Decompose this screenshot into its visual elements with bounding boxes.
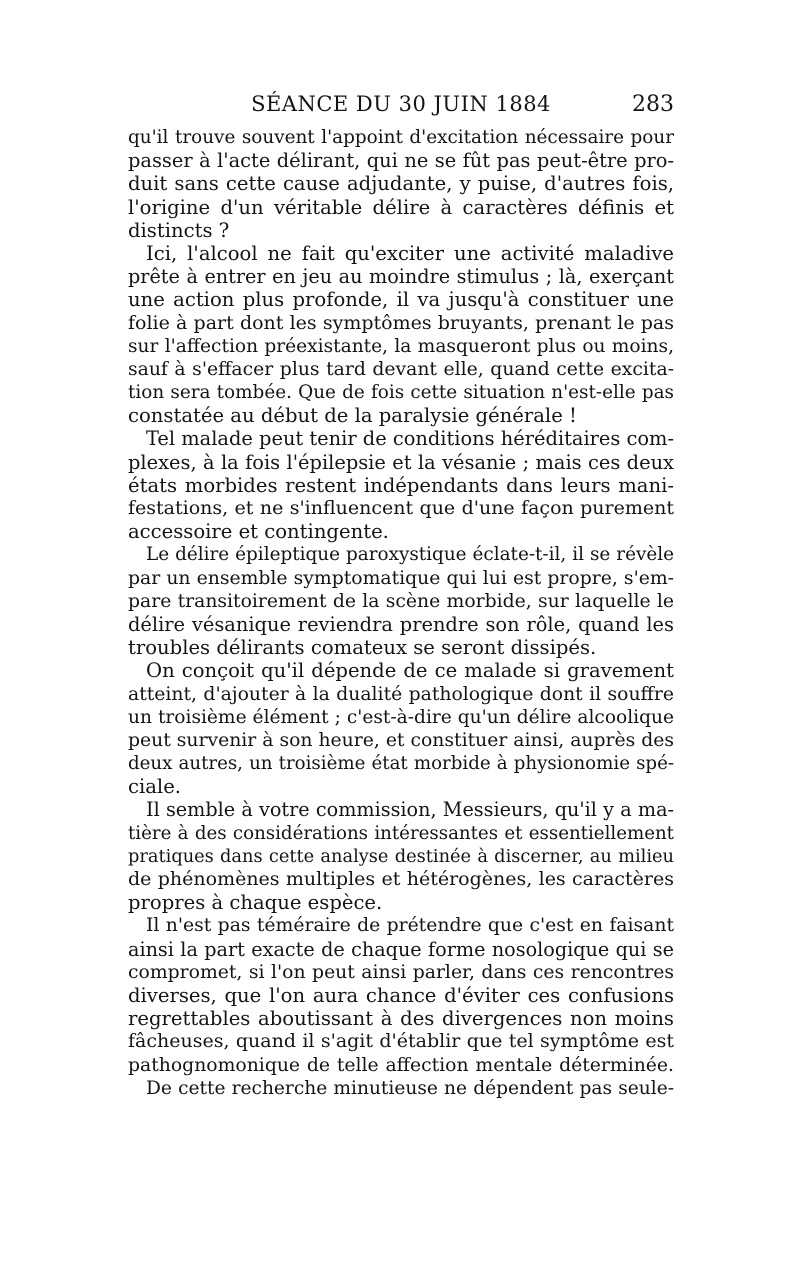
text-line: propres à chaque espèce. (128, 891, 383, 915)
text-line: pathognomonique de telle affection mentale déterminée. (128, 1054, 674, 1076)
text-line: ciale. (128, 775, 182, 799)
text-line: états morbides restent indépendants dans leurs mani- (128, 473, 674, 497)
text-line: De cette recherche minutieuse ne dépendent pas seule- (146, 1077, 674, 1099)
text-line: peut survenir à son heure, et constituer ainsi, auprès des (128, 729, 674, 751)
page-number: 283 (632, 92, 674, 117)
text-line: atteint, d'ajouter à la dualité pathologique dont il souffre (128, 683, 674, 705)
header-title: SÉANCE DU 30 JUIN 1884 (251, 92, 551, 116)
text-line: Il semble à votre commission, Messieurs, qu'il y a ma- (146, 798, 674, 822)
text-line: Tel malade peut tenir de conditions héréditaires com- (146, 427, 674, 451)
text-line: plexes, à la fois l'épilepsie et la vésanie ; mais ces deux (128, 450, 674, 474)
body-text (128, 126, 674, 1100)
text-line: par un ensemble symptomatique qui lui est propre, s'em- (128, 567, 674, 589)
text-line: tière à des considérations intéressantes et essentiellement (128, 822, 674, 844)
text-line: tion sera tombée. Que de fois cette situation n'est-elle pas (128, 382, 674, 404)
running-header (128, 92, 674, 122)
text-line: une action plus profonde, il va jusqu'à constituer une (128, 288, 674, 312)
text-line: constatée au début de la paralysie générale ! (128, 404, 577, 428)
text-line: fâcheuses, quand il s'agit d'établir que tel symptôme est (128, 1030, 674, 1053)
text-line: qu'il trouve souvent l'appoint d'excitation nécessaire pour (128, 127, 674, 148)
text-line: duit sans cette cause adjudante, y puise, d'autres fois, (128, 172, 674, 196)
text-line: ainsi la part exacte de chaque forme nosologique qui se (128, 937, 674, 961)
text-line: Le délire épileptique paroxystique éclate-t-il, il se révèle (146, 544, 674, 566)
text-line: compromet, si l'on peut ainsi parler, dans ces rencontres (128, 961, 674, 983)
text-line: Ici, l'alcool ne fait qu'exciter une activité maladive (146, 241, 674, 265)
text-line: diverses, que l'on aura chance d'éviter ces confusions (128, 983, 674, 1007)
text-line: pare transitoirement de la scène morbide, sur laquelle le (128, 590, 674, 612)
text-line: un troisième élément ; c'est-à-dire qu'un délire alcoolique (128, 706, 674, 728)
text-line: distincts ? (128, 218, 230, 242)
text-line: délire vésanique reviendra prendre son rôle, quand les (128, 612, 674, 636)
text-line: prête à entrer en jeu au moindre stimulus ; là, exerçant (128, 265, 674, 289)
text-line: Il n'est pas téméraire de prétendre que c'est en faisant (146, 915, 674, 937)
text-line: sauf à s'effacer plus tard devant elle, quand cette excita- (128, 358, 674, 380)
text-line: deux autres, un troisième état morbide à physionomie spé- (128, 753, 674, 775)
text-line: de phénomènes multiples et hétérogènes, les caractères (128, 868, 674, 890)
text-line: pratiques dans cette analyse destinée à discerner, au milieu (128, 845, 674, 867)
text-line: folie à part dont les symptômes bruyants, prenant le pas (128, 311, 674, 334)
text-line: regrettables aboutissant à des divergences non moins (128, 1007, 674, 1031)
text-line: passer à l'acte délirant, qui ne se fût pas peut-être pro- (128, 149, 674, 173)
text-line: troubles délirants comateux se seront dissipés. (128, 636, 597, 660)
text-line: accessoire et contingente. (128, 520, 389, 544)
text-line: sur l'affection préexistante, la masqueront plus ou moins, (128, 335, 674, 357)
text-line: festations, et ne s'influencent que d'une façon purement (128, 497, 674, 519)
text-line: l'origine d'un véritable délire à caractères définis et (128, 195, 674, 219)
text-line: On conçoit qu'il dépende de ce malade si gravement (146, 659, 674, 683)
